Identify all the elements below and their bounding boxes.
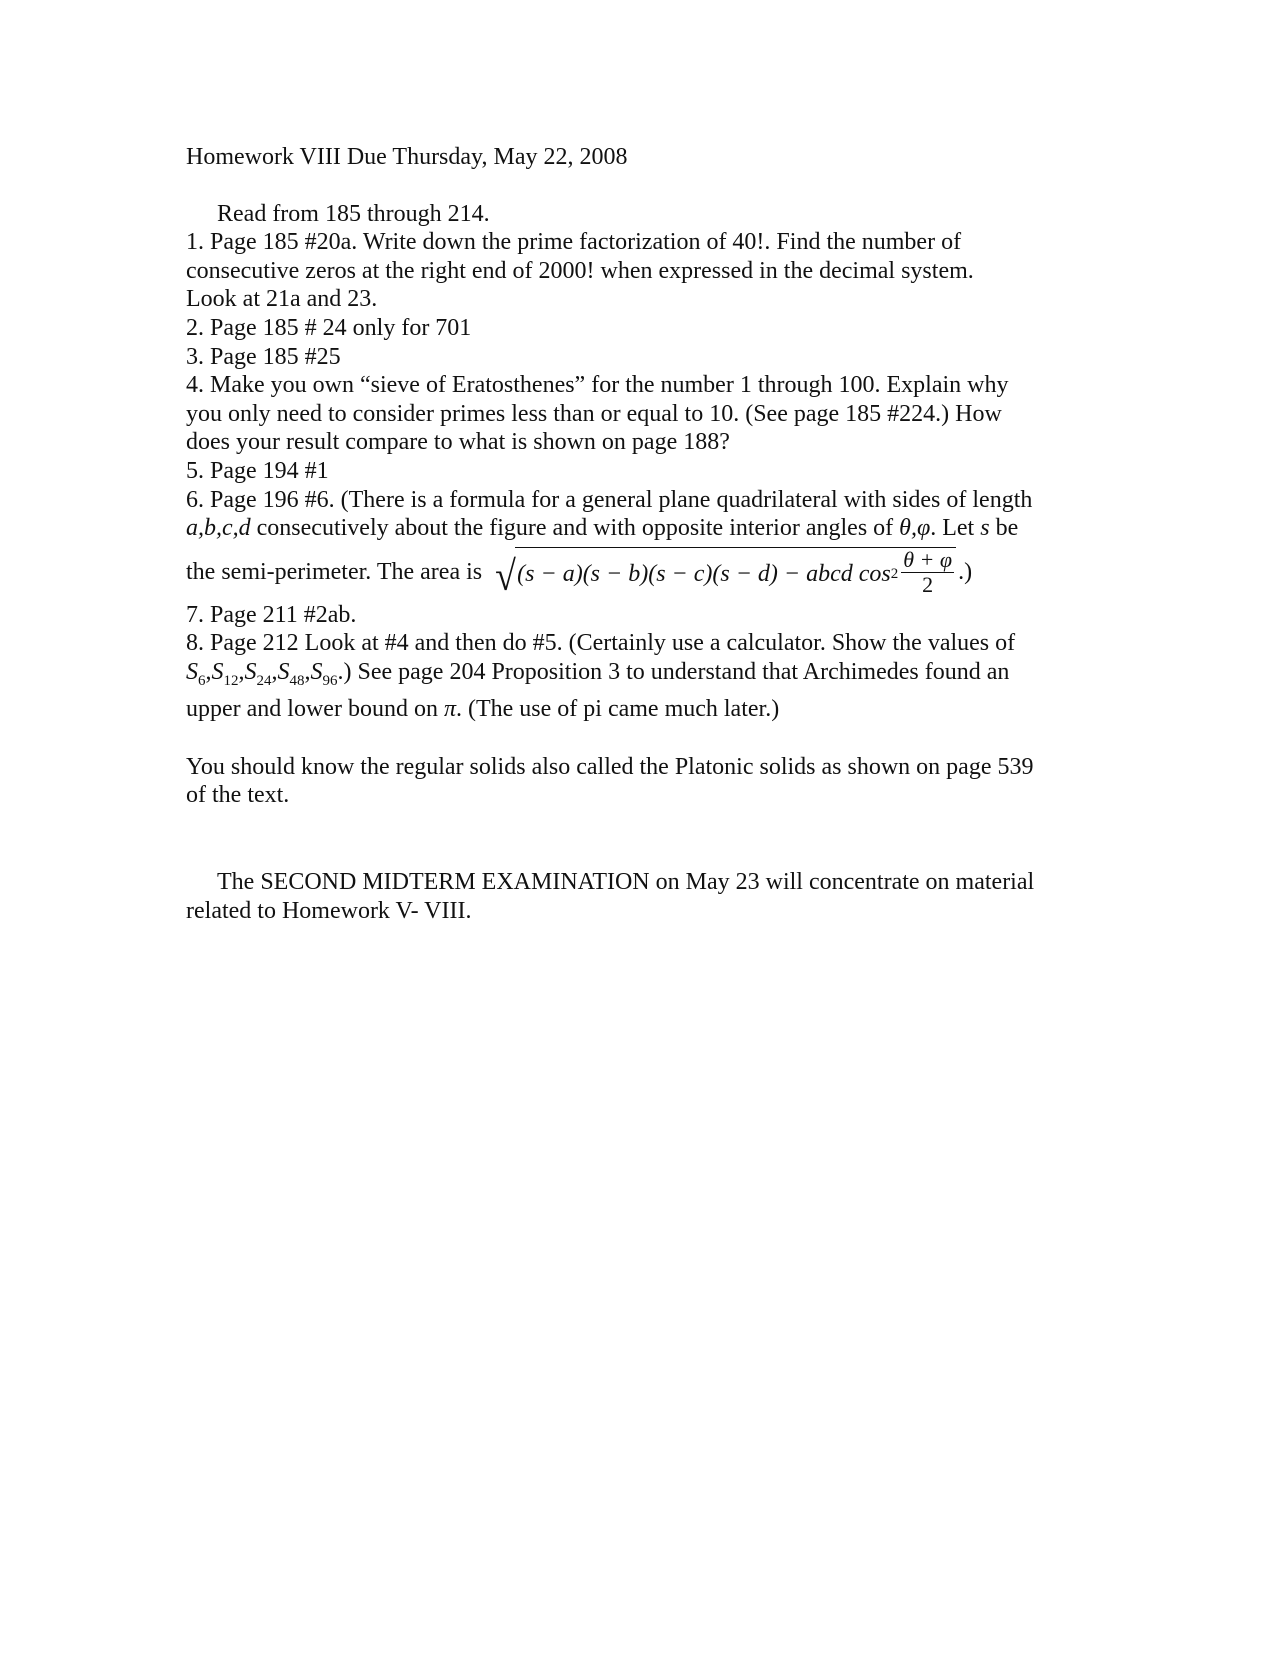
problem-8-line-1: 8. Page 212 Look at #4 and then do #5. (Certainly use a calculator. Show the values of <box>186 630 1016 657</box>
cos-exponent: 2 <box>890 565 899 582</box>
subscript: 6 <box>198 672 206 689</box>
subscript: 24 <box>256 672 272 689</box>
problem-7: 7. Page 211 #2ab. <box>186 601 357 628</box>
problem-6-text: consecutively about the figure and with opposite interior angles of <box>250 515 900 542</box>
s-symbol: S <box>244 658 257 685</box>
spacer <box>186 172 1086 200</box>
problem-3: 3. Page 185 #25 <box>186 343 341 370</box>
problem-4-line-1: 4. Make you own “sieve of Eratosthenes” for the number 1 through 100. Explain why <box>186 372 1009 399</box>
page-title: Homework VIII Due Thursday, May 22, 2008 <box>186 144 628 170</box>
platonic-note-line-1: You should know the regular solids also called the Platonic solids as shown on page 539 <box>186 753 1034 780</box>
homework-page <box>186 143 1086 925</box>
formula-tail: .) <box>958 559 973 586</box>
side-variables: a,b,c,d <box>186 515 251 542</box>
pi-note: . (The use of pi came much later.) <box>455 696 780 723</box>
problem-6-line-1: 6. Page 196 #6. (There is a formula for a general plane quadrilateral with sides of length <box>186 486 1033 513</box>
let-text: . Let <box>930 515 981 542</box>
problem-6-line-2 <box>186 514 1086 543</box>
problem-1-line-3: Look at 21a and 23. <box>186 286 378 313</box>
area-formula-line <box>186 547 1086 599</box>
angle-fraction <box>901 548 954 597</box>
s-symbol: S <box>277 658 290 685</box>
subscript: 48 <box>289 672 305 689</box>
spacer <box>186 724 1086 753</box>
problem-1-line-1: 1. Page 185 #20a. Write down the prime factorization of 40!. Find the number of <box>186 229 962 256</box>
be-text: be <box>989 515 1019 542</box>
angle-variables: θ,φ <box>899 515 931 542</box>
s-symbol: S <box>211 658 224 685</box>
platonic-note-line-2: of the text. <box>186 782 290 809</box>
semi-perimeter-variable: s <box>980 515 990 542</box>
midterm-note-line-2: related to Homework V- VIII. <box>186 897 472 924</box>
area-formula <box>494 547 956 599</box>
fraction-numerator: θ + φ <box>903 546 953 572</box>
reading-assignment: Read from 185 through 214. <box>217 200 490 227</box>
radicand-text: (s − a)(s − b)(s − c)(s − d) − abcd cos <box>517 560 891 587</box>
s-symbol: S <box>186 658 198 685</box>
problem-4-line-2: you only need to consider primes less than or equal to 10. (See page 185 #224.) How <box>186 400 1002 427</box>
problem-5: 5. Page 194 #1 <box>186 457 329 484</box>
problem-8-text: .) See page 204 Proposition 3 to understand that Archimedes found an <box>337 658 1010 685</box>
square-root-sign: √ <box>495 553 517 600</box>
spacer <box>186 810 1086 868</box>
problem-2: 2. Page 185 # 24 only for 701 <box>186 314 472 341</box>
formula-radicand <box>515 547 956 599</box>
formula-lead-text: the semi-perimeter. The area is <box>186 559 483 586</box>
s-symbol: S <box>310 658 323 685</box>
problem-8-line-3 <box>186 695 1086 724</box>
subscript: 12 <box>223 672 239 689</box>
subscript: 96 <box>322 672 338 689</box>
fraction-denominator: 2 <box>922 571 934 597</box>
pi-symbol: π <box>443 696 456 723</box>
bound-text: upper and lower bound on <box>186 696 444 723</box>
problem-4-line-3: does your result compare to what is shown on page 188? <box>186 429 730 456</box>
problem-1-line-2: consecutive zeros at the right end of 2000! when expressed in the decimal system. <box>186 257 974 284</box>
midterm-note-line-1: The SECOND MIDTERM EXAMINATION on May 23 will concentrate on material <box>217 869 1035 896</box>
problem-8-line-2: $S_6,S_{12},S_{24},S_{48},S_{96}$.) See page 204 Proposition 3 to understand that Archimedes found an <box>186 658 1010 689</box>
